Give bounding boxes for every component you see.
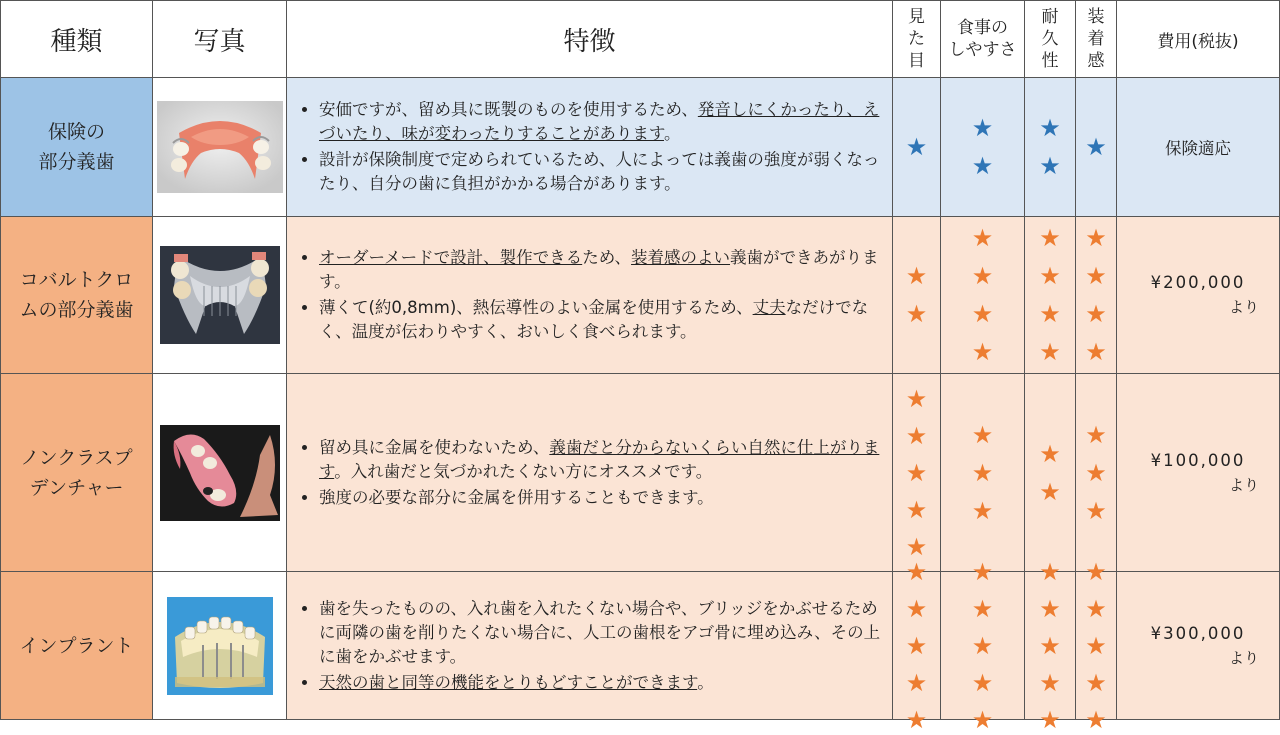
row-cost-cell [1117, 78, 1280, 217]
feature-item [319, 671, 884, 695]
feature-text: ため、 [582, 248, 632, 267]
star-icon: ★ [971, 458, 994, 487]
cobalt-chrome-denture-photo [160, 246, 280, 344]
header-features [287, 0, 893, 78]
star-icon: ★ [905, 421, 928, 450]
star-icon: ★ [1039, 631, 1061, 660]
feature-list [301, 595, 884, 697]
feature-text: 歯を失ったものの、入れ歯を入れたくない場合や、ブリッジをかぶせるために両隣の歯を削りたくない場合に、人工の歯根をアゴ骨に埋め込み、その上に歯をかぶせます。 [319, 598, 881, 666]
row-type-cell [0, 572, 153, 720]
feature-text: 。 [697, 672, 714, 692]
feature-highlight-text: 発音しにくかったり、えづいたり、味が変わったりすることがあります [319, 100, 880, 143]
feature-highlight-text: 義歯だと分からないくらい自然に仕上がります [319, 437, 880, 481]
star-icon: ★ [905, 557, 928, 586]
star-icon: ★ [971, 594, 994, 623]
star-icon: ★ [905, 495, 928, 524]
row-photo-cell [153, 78, 287, 217]
feature-text: 義歯ができあがります。 [319, 248, 879, 291]
row-features-cell [287, 374, 893, 572]
feature-text: 強度の必要な部分に金属を併用することもできます。 [319, 487, 714, 507]
star-icon: ★ [1085, 338, 1107, 366]
rating-durability-cell [1025, 217, 1076, 374]
star-icon: ★ [1039, 338, 1061, 366]
star-icon: ★ [971, 496, 994, 525]
row-photo-cell [153, 572, 287, 720]
star-icon: ★ [971, 152, 994, 180]
rating-durability-cell [1025, 78, 1076, 217]
cost-suffix: より [1228, 475, 1259, 494]
row-type-label: 保険の 部分義歯 [38, 121, 115, 173]
header-appearance-label: 見 た 目 [908, 7, 925, 71]
rating-eating-cell [941, 78, 1025, 217]
header-appearance [893, 0, 941, 78]
header-eating [941, 0, 1025, 78]
star-icon: ★ [971, 705, 994, 734]
rating-eating-cell [941, 217, 1025, 374]
star-icon: ★ [1039, 114, 1061, 142]
star-icon: ★ [905, 532, 928, 561]
acrylic-partial-denture-photo [157, 101, 283, 193]
row-features-cell [287, 217, 893, 374]
star-icon: ★ [905, 458, 928, 487]
feature-item [319, 148, 884, 196]
feature-text: なだけでなく、温度が伝わりやすく、おいしく食べられます。 [319, 298, 869, 341]
star-icon: ★ [1085, 496, 1107, 525]
header-photo [153, 0, 287, 78]
star-icon: ★ [1039, 439, 1061, 468]
rating-appearance-cell [893, 78, 941, 217]
cost-value: 保険適応 [1165, 139, 1231, 158]
header-features-label: 特徴 [563, 26, 616, 57]
star-icon: ★ [1039, 705, 1061, 734]
row-type-cell [0, 217, 153, 374]
nonclasp-denture-photo [160, 425, 280, 521]
rating-durability-cell [1025, 557, 1076, 734]
rating-appearance-cell [893, 557, 941, 734]
feature-text: 留め具に金属を使わないため、 [319, 437, 550, 457]
header-comfort [1076, 0, 1117, 78]
feature-text: 。入れ歯だと気づかれたくない方にオススメです。 [334, 461, 713, 481]
row-type-label: ノンクラスプ デンチャー [20, 446, 133, 499]
rating-comfort-cell [1076, 374, 1117, 572]
rating-appearance-cell [893, 374, 941, 572]
star-icon: ★ [1085, 668, 1107, 697]
star-icon: ★ [1039, 477, 1061, 506]
rating-comfort-cell [1076, 557, 1117, 734]
rating-comfort-cell [1076, 217, 1117, 374]
star-icon: ★ [971, 668, 994, 697]
cost-suffix: より [1228, 298, 1259, 316]
star-icon: ★ [905, 705, 928, 734]
header-durability [1025, 0, 1076, 78]
feature-highlight-text: 装着感のよい [631, 248, 731, 267]
star-icon: ★ [1039, 224, 1061, 252]
header-eating-label: 食事の しやすさ [948, 18, 1017, 60]
rating-eating-cell [941, 557, 1025, 734]
star-icon: ★ [1039, 594, 1061, 623]
row-cost-cell [1117, 572, 1280, 720]
cost-value: ¥100,000 [1150, 450, 1246, 470]
header-type [0, 0, 153, 78]
row-cost-cell [1117, 217, 1280, 374]
star-icon: ★ [1085, 133, 1107, 161]
feature-text: 設計が保険制度で定められているため、人によっては義歯の強度が弱くなったり、自分の歯に負担がかかる場合があります。 [319, 150, 880, 193]
star-icon: ★ [971, 300, 994, 328]
star-icon: ★ [971, 262, 994, 290]
star-icon: ★ [905, 594, 928, 623]
feature-item [319, 436, 884, 484]
star-icon: ★ [1085, 705, 1107, 734]
feature-highlight-text: 丈夫 [752, 298, 786, 317]
star-icon: ★ [971, 338, 994, 366]
feature-item [319, 246, 884, 294]
feature-item [319, 486, 884, 510]
cost-value: ¥300,000 [1150, 623, 1246, 643]
star-icon: ★ [1085, 557, 1107, 586]
rating-durability-cell [1025, 374, 1076, 572]
star-icon: ★ [1085, 631, 1107, 660]
row-cost-cell [1117, 374, 1280, 572]
feature-list [301, 96, 884, 198]
star-icon: ★ [1085, 420, 1107, 449]
rating-eating-cell [941, 374, 1025, 572]
star-icon: ★ [1039, 557, 1061, 586]
star-icon: ★ [1085, 594, 1107, 623]
star-icon: ★ [1039, 300, 1061, 328]
header-durability-label: 耐 久 性 [1041, 7, 1059, 71]
star-icon: ★ [905, 300, 928, 328]
feature-list [301, 434, 884, 512]
star-icon: ★ [1039, 262, 1061, 290]
row-type-cell [0, 78, 153, 217]
row-features-cell [287, 572, 893, 720]
star-icon: ★ [1039, 668, 1061, 697]
star-icon: ★ [971, 420, 994, 449]
cost-value: ¥200,000 [1150, 273, 1246, 292]
row-type-label: インプラント [19, 634, 134, 657]
feature-highlight-text: 天然の歯と同等の機能をとりもどすことができます [319, 672, 698, 692]
star-icon: ★ [1085, 300, 1107, 328]
star-icon: ★ [971, 631, 994, 660]
row-type-cell [0, 374, 153, 572]
star-icon: ★ [971, 114, 994, 142]
rating-appearance-cell [893, 217, 941, 374]
feature-item [319, 98, 884, 146]
implant-model-photo [167, 597, 273, 695]
feature-item [319, 597, 884, 669]
row-features-cell [287, 78, 893, 217]
star-icon: ★ [905, 133, 928, 161]
feature-text: 。 [664, 124, 681, 143]
row-photo-cell [153, 374, 287, 572]
header-type-label: 種類 [50, 26, 103, 57]
star-icon: ★ [905, 631, 928, 660]
row-type-label: コバルトクロ ムの部分義歯 [19, 269, 134, 321]
row-photo-cell [153, 217, 287, 374]
star-icon: ★ [905, 262, 928, 290]
star-icon: ★ [1085, 262, 1107, 290]
feature-highlight-text: オーダーメードで設計、製作できる [319, 248, 583, 267]
star-icon: ★ [905, 668, 928, 697]
star-icon: ★ [1085, 458, 1107, 487]
cost-suffix: より [1228, 648, 1259, 667]
star-icon: ★ [905, 384, 928, 413]
header-comfort-label: 装 着 感 [1087, 7, 1105, 71]
header-cost-label: 費用(税抜) [1157, 31, 1239, 52]
header-photo-label: 写真 [193, 26, 246, 57]
star-icon: ★ [1085, 224, 1107, 252]
feature-item [319, 296, 884, 344]
star-icon: ★ [1039, 152, 1061, 180]
rating-comfort-cell [1076, 78, 1117, 217]
feature-text: 安価ですが、留め具に既製のものを使用するため、 [319, 100, 698, 119]
header-cost [1117, 0, 1280, 78]
star-icon: ★ [971, 224, 994, 252]
feature-list [301, 244, 884, 346]
star-icon: ★ [971, 557, 994, 586]
feature-text: 薄くて(約0,8mm)、熱伝導性のよい金属を使用するため、 [319, 298, 753, 317]
